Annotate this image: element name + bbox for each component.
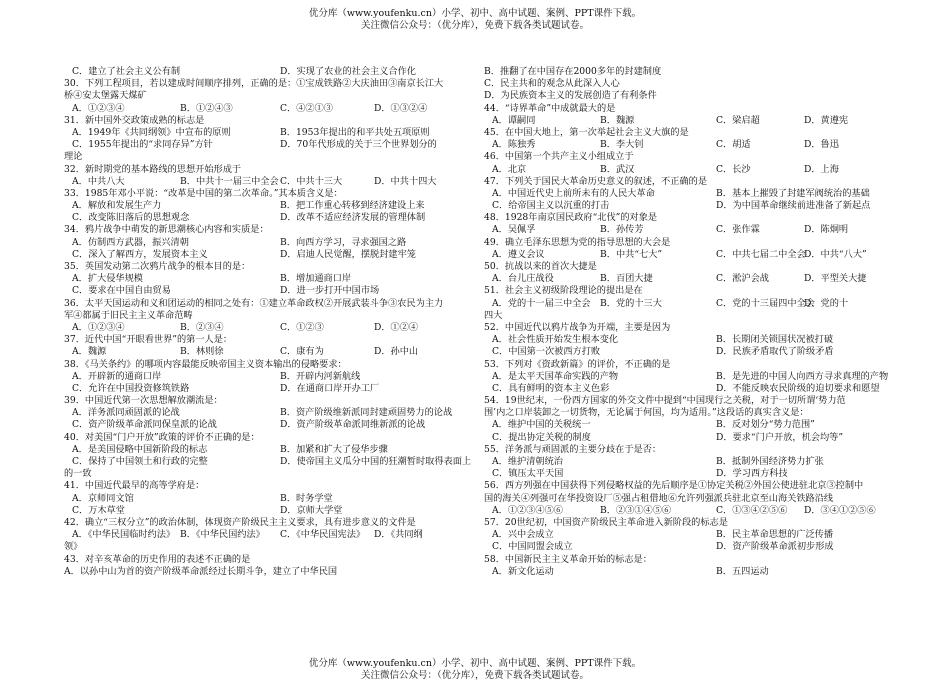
answer-option: B．1953年提出的和平共处五项原则 — [280, 126, 430, 138]
answer-option: D．使帝国主义瓜分中国的狂潮暂时取得表面上 — [280, 456, 472, 467]
answer-option: C．深入了解西方，发展资本主义 — [72, 248, 208, 260]
answer-option: B．增加通商口岸 — [280, 273, 352, 285]
answer-options-row — [64, 200, 476, 212]
answer-options-row — [64, 285, 476, 297]
answer-option: B．五四运动 — [716, 565, 769, 577]
answer-options-row — [64, 505, 476, 517]
answer-option: C．梁启超 — [716, 114, 760, 126]
question-text-line: 41．中国近代最早的高等学府是： — [64, 480, 205, 492]
answer-option: A．遵义会议 — [492, 248, 545, 260]
answer-option: A．北京 — [492, 163, 527, 175]
answer-option: D．70年代形成的关于三个世界划分的 — [280, 139, 437, 151]
question-text-line: 50．抗战以来的首次大捷是 — [484, 261, 597, 272]
question-text-line: 40．对美国“门户开放”政策的评价不正确的是： — [64, 431, 260, 443]
answer-option: A．维护中国的关税统一 — [492, 419, 591, 431]
answer-option: C．④②①③ — [280, 102, 333, 114]
answer-option: A．解放和发展生产力 — [72, 200, 162, 212]
answer-option: B．时务学堂 — [280, 492, 333, 504]
answer-option: C．党的十三届四中全会 — [716, 297, 815, 309]
question-text-line: 39．中国近代第一次思想解放潮流是： — [64, 395, 223, 407]
answer-option: C．要求在中国自由贸易 — [72, 285, 171, 297]
answer-option: C．中共十三大 — [280, 175, 343, 187]
answer-options-row — [64, 456, 476, 468]
answer-options-row — [64, 419, 476, 431]
answer-option: A．是太平天国革命实践的产物 — [492, 370, 619, 382]
question-text-line: 44．“诗界革命”中成就最大的是 — [484, 102, 616, 114]
answer-options-row — [64, 529, 476, 541]
answer-option: C．《中华民国宪法》 — [280, 529, 366, 541]
header-line-2: 关注微信公众号：（优分库），免费下载各类试题试卷。 — [360, 20, 589, 31]
answer-options-row — [484, 224, 906, 236]
answer-option: B．②③④ — [180, 321, 224, 333]
answer-option: A．开辟新的通商口岸 — [72, 370, 162, 382]
question-text-line: 43．对辛亥革命的历史作用的表述不正确的是 — [64, 553, 251, 565]
footer-line-1: 优分库（www.youfenku.cn）小学、初中、高中试题、案例、PPT课件下载。 — [308, 658, 642, 669]
answer-options-row — [484, 505, 906, 517]
answer-option: D．实现了农业的社会主义合作化 — [280, 66, 416, 77]
answer-option: B．把工作重心转移到经济建设上来 — [280, 200, 425, 212]
answer-option: D．黄遵宪 — [804, 114, 849, 126]
question-text-line: 的一致 — [64, 468, 92, 480]
question-text-line: 47．下列关于国民大革命历史意义的叙述，不正确的是 — [484, 175, 708, 187]
answer-options-row — [64, 322, 476, 334]
answer-option: D．上海 — [804, 163, 839, 175]
question-text-line: 33．1985年邓小平说：“改革是中国的第二次革命。”其本质含义是： — [64, 187, 343, 199]
answer-options-row — [484, 188, 906, 200]
answer-option: D．鲁迅 — [804, 139, 839, 151]
question-text-line: 理论 — [64, 151, 83, 163]
footer-line-2: 关注微信公众号：（优分库），免费下载各类试题试卷。 — [360, 670, 589, 681]
answer-option: C．允许在中国投资修筑铁路 — [72, 382, 190, 394]
answer-option: B．开辟内河新航线 — [280, 370, 361, 382]
answer-option: C．康有为 — [280, 346, 324, 358]
answer-option: A．《中华民国临时约法》 — [72, 529, 176, 541]
answer-options-row — [484, 371, 906, 383]
answer-option: C．中国同盟会成立 — [492, 541, 573, 553]
answer-option: C．胡适 — [716, 139, 751, 151]
header-line-1: 优分库（www.youfenku.cn）小学、初中、高中试题、案例、PPT课件下载。 — [308, 8, 642, 19]
answer-option: A．洋务派同顽固派的论战 — [72, 407, 180, 419]
answer-option: D．《共同纲 — [374, 529, 423, 541]
answer-option: A．新文化运动 — [492, 565, 554, 577]
answer-option: A．①②③④ — [72, 102, 125, 114]
answer-options-row — [484, 249, 906, 261]
answer-options-row — [64, 383, 476, 395]
answer-option: B．李大钊 — [600, 139, 644, 151]
answer-option: A．中国近代史上前所未有的人民大革命 — [492, 187, 655, 199]
answer-option: A．京师同文馆 — [72, 492, 134, 504]
answer-options-row — [484, 456, 906, 468]
answer-option: A．吴佩孚 — [492, 224, 536, 236]
answer-options-row — [64, 237, 476, 249]
answer-options-row — [484, 164, 906, 176]
question-text-line: 53．下列对《资政新篇》的评价，不正确的是 — [484, 358, 671, 370]
answer-options-row — [484, 432, 906, 444]
answer-option: B．①②④③ — [180, 102, 233, 114]
answer-option: D．民族矛盾取代了阶级矛盾 — [716, 346, 834, 358]
question-text-line: 45．在中国大地上，第一次举起社会主义大旗的是 — [484, 126, 689, 138]
question-text-line: 32．新时期党的基本路线的思想开始形成于 — [64, 163, 242, 175]
answer-option: B．林则徐 — [180, 346, 224, 358]
answer-option: A．党的十一届三中全会 — [492, 297, 591, 309]
answer-option: C．提出协定关税的制度 — [492, 431, 591, 443]
right-column — [484, 66, 906, 578]
answer-options-row — [484, 346, 906, 358]
answer-option: B．中共“七大” — [600, 248, 663, 260]
answer-option: A．是美国侵略中国新阶段的标志 — [72, 443, 208, 455]
question-text-line: 35．英国发动第二次鸦片战争的根本目的是： — [64, 261, 251, 272]
answer-option: D．进一步打开中国市场 — [280, 285, 380, 297]
answer-options-row — [484, 200, 906, 212]
answer-option: B．抵制外国经济势力扩张 — [716, 456, 824, 467]
question-text-line: 57．20世纪初，中国资产阶级民主革命进入新阶段的标志是 — [484, 516, 728, 528]
answer-options-row — [484, 419, 906, 431]
answer-options-row — [484, 383, 906, 395]
question-text-line: 55．洋务派与顽固派的主要分歧在于是否： — [484, 443, 662, 455]
answer-options-row — [484, 298, 906, 310]
answer-options-row — [64, 139, 476, 151]
answer-option: A．①②③④ — [72, 321, 125, 333]
answer-options-row — [64, 493, 476, 505]
answer-option: A．扩大侵华规模 — [72, 273, 143, 285]
question-text-line: C．民主共和的观念从此深入人心 — [484, 78, 620, 90]
answer-options-row — [64, 212, 476, 224]
answer-options-row — [484, 334, 906, 346]
question-text-line: B．推翻了在中国存在2000多年的封建制度 — [484, 66, 662, 77]
answer-option: C．镇压太平天国 — [492, 468, 564, 480]
answer-option: C．张作霖 — [716, 224, 760, 236]
question-text-line: 36．太平天国运动和义和团运动的相同之处有：①建立革命政权②开展武装斗争③农民为主力 — [64, 297, 444, 309]
answer-options-row — [64, 249, 476, 261]
answer-option: D．资产阶级革命派同维新派的论战 — [280, 419, 426, 431]
left-column — [64, 66, 476, 578]
answer-option: B．党的十三大 — [600, 297, 662, 309]
question-text-line: 48．1928年南京国民政府“北伐”的对象是 — [484, 212, 658, 224]
question-text-line: 桥④安太堡露天煤矿 — [64, 90, 147, 102]
answer-option: B．向西方学习，寻求强国之路 — [280, 236, 407, 248]
question-text-line: 37．近代中国“开眼看世界”的第一人是： — [64, 334, 233, 346]
question-text-line: 56．西方列强在中国获得下列侵略权益的先后顺序是①协定关税②外国公使进驻北京③控制中 — [484, 480, 864, 492]
answer-option: C．保持了中国领土和行政的完整 — [72, 456, 208, 467]
question-text-line: 38．《马关条约》的哪项内容最能反映帝国主义资本输出的侵略要求： — [64, 358, 347, 370]
answer-option: D．不能反映农民阶级的迫切要求和愿望 — [716, 382, 880, 394]
answer-option: D．平型关大捷 — [804, 273, 867, 285]
answer-option: B．反对划分“势力范围” — [716, 419, 815, 431]
answer-options-row — [484, 468, 906, 480]
answer-option: C．建立了社会主义公有制 — [72, 66, 181, 77]
answer-option: A．中共八大 — [72, 175, 125, 187]
page-header — [0, 8, 950, 32]
answer-option: B．加紧和扩大了侵华步骤 — [280, 443, 388, 455]
question-text-line: 四大 — [484, 309, 503, 321]
answer-option: B．中共十一届三中全会 — [180, 175, 279, 187]
answer-option: A．台儿庄战役 — [492, 273, 554, 285]
answer-options-row — [64, 127, 476, 139]
answer-option: B．《中华民国约法》 — [180, 529, 265, 541]
question-text-line: 42．确立“三权分立”的政治体制，体现资产阶级民主主义要求，具有进步意义的文件是 — [64, 516, 416, 528]
question-text-line: 46．中国第一个共产主义小组成立于 — [484, 151, 634, 163]
answer-option: C．中共七届二中全会 — [716, 248, 806, 260]
answer-option: B．长期闭关锁国状况被打破 — [716, 334, 834, 346]
answer-options-row — [64, 103, 476, 115]
answer-option: B．孙传芳 — [600, 224, 644, 236]
answer-option: B．是先进的中国人向西方寻求真理的产物 — [716, 370, 889, 382]
answer-options-row — [484, 529, 906, 541]
question-text-line: 52．中国近代以鸦片战争为开端，主要是因为 — [484, 321, 671, 333]
answer-option: D．要求“门户开放，机会均等” — [716, 431, 844, 443]
answer-option: C．改变陈旧落后的思想观念 — [72, 212, 190, 224]
answer-options-row — [64, 346, 476, 358]
answer-option: B．百团大捷 — [600, 273, 653, 285]
answer-option: A．维护清朝统治 — [492, 456, 563, 467]
answer-option: B．资产阶级维新派同封建顽固势力的论战 — [280, 407, 453, 419]
answer-options-row — [484, 273, 906, 285]
answer-options-row — [64, 407, 476, 419]
question-text-line: D．为民族资本主义的发展创造了有利条件 — [484, 90, 657, 102]
question-text-line: 51．社会主义初级阶段理论的提出是在 — [484, 285, 643, 297]
answer-options-row — [484, 139, 906, 151]
question-text-line: 军④都属于旧民主主义革命范畴 — [64, 309, 193, 321]
answer-options-row — [64, 371, 476, 383]
answer-option: D．③④①②⑤⑥ — [804, 504, 876, 516]
answer-option: D．孙中山 — [374, 346, 419, 358]
answer-option: C．万木草堂 — [72, 504, 125, 516]
question-text-line: 54．19世纪末，一份西方国家的外交文件中提到“中国现行之关税，对于一切所谓‘势力范 — [484, 395, 846, 407]
question-text-line: 34．鸦片战争中萌发的新思潮核心内容和实质是： — [64, 224, 269, 236]
answer-options-row — [64, 273, 476, 285]
answer-options-row — [484, 115, 906, 127]
answer-option: D．为中国革命继续前进准备了新起点 — [716, 200, 871, 212]
question-text-line: 58．中国新民主主义革命开始的标志是： — [484, 553, 652, 565]
question-text-line: A．以孙中山为首的资产阶级革命派经过长期斗争，建立了中华民国 — [64, 565, 338, 577]
question-text-line: 领》 — [64, 541, 83, 553]
answer-option: B．民主革命思想的广泛传播 — [716, 529, 834, 541]
answer-option: D．资产阶级革命派初步形成 — [716, 541, 834, 553]
answer-option: D．京师大学堂 — [280, 504, 343, 516]
answer-option: C．具有鲜明的资本主义色彩 — [492, 382, 610, 394]
answer-option: A．陈独秀 — [492, 139, 536, 151]
answer-option: D．陈炯明 — [804, 224, 849, 236]
question-text-line: 30．下列工程项目，若以建成时间顺序排列，正确的是：①宝成铁路②大庆油田③南京长江大 — [64, 78, 444, 90]
answer-option: C．淞沪会战 — [716, 273, 769, 285]
answer-option: D．党的十 — [804, 297, 849, 309]
question-text-line: 围’内之口岸装卸之一切货物，无论属于何国，均为适用。”这段话的真实含义是： — [484, 407, 809, 419]
answer-options-row — [64, 66, 476, 78]
question-text-line: 49．确立毛泽东思想为党的指导思想的大会是 — [484, 236, 671, 248]
answer-option: D．中共十四大 — [374, 175, 437, 187]
answer-options-row — [484, 541, 906, 553]
page-footer — [0, 658, 950, 682]
answer-option: D．改革不适应经济发展的管理体制 — [280, 212, 426, 224]
answer-option: D．启迪人民觉醒，摆脱封建牢笼 — [280, 248, 416, 260]
answer-option: B．基本上摧毁了封建军阀统治的基础 — [716, 187, 870, 199]
answer-options-row — [64, 444, 476, 456]
answer-option: A．谭嗣同 — [492, 114, 536, 126]
answer-option: A．兴中会成立 — [492, 529, 554, 541]
answer-option: D．①②④ — [374, 321, 419, 333]
answer-option: D．学习西方科技 — [716, 468, 788, 480]
question-text-line: 国的海关④列强可在华投资设厂⑤强占租借地⑥允许列强派兵驻北京至山海关铁路沿线 — [484, 492, 834, 504]
answer-option: A．社会性质开始发生根本变化 — [492, 334, 619, 346]
answer-option: C．给帝国主义以沉重的打击 — [492, 200, 610, 212]
answer-option: B．魏源 — [600, 114, 635, 126]
answer-option: C．①②③ — [280, 321, 324, 333]
answer-option: C．1955年提出的“求同存异”方针 — [72, 139, 213, 151]
answer-option: D．在通商口岸开办工厂 — [280, 382, 380, 394]
answer-option: D．中共“八大” — [804, 248, 867, 260]
answer-option: C．①③④②⑤⑥ — [716, 504, 788, 516]
answer-option: A．①②③④⑤⑥ — [492, 504, 563, 516]
answer-option: B．武汉 — [600, 163, 635, 175]
answer-options-row — [64, 176, 476, 188]
question-text-line: 31．新中国外交政策成熟的标志是 — [64, 114, 205, 126]
answer-option: C．长沙 — [716, 163, 751, 175]
answer-option: C．资产阶级革命派同保皇派的论战 — [72, 419, 217, 431]
answer-option: A．1949年《共同纲领》中宣布的原则 — [72, 126, 231, 138]
answer-option: B．②③①④⑤⑥ — [600, 504, 672, 516]
answer-option: A．魏源 — [72, 346, 107, 358]
answer-options-row — [484, 566, 906, 578]
answer-option: D．①③②④ — [374, 102, 428, 114]
answer-option: A．仿制西方武器，振兴清朝 — [72, 236, 189, 248]
answer-option: C．中国第一次被西方打败 — [492, 346, 601, 358]
